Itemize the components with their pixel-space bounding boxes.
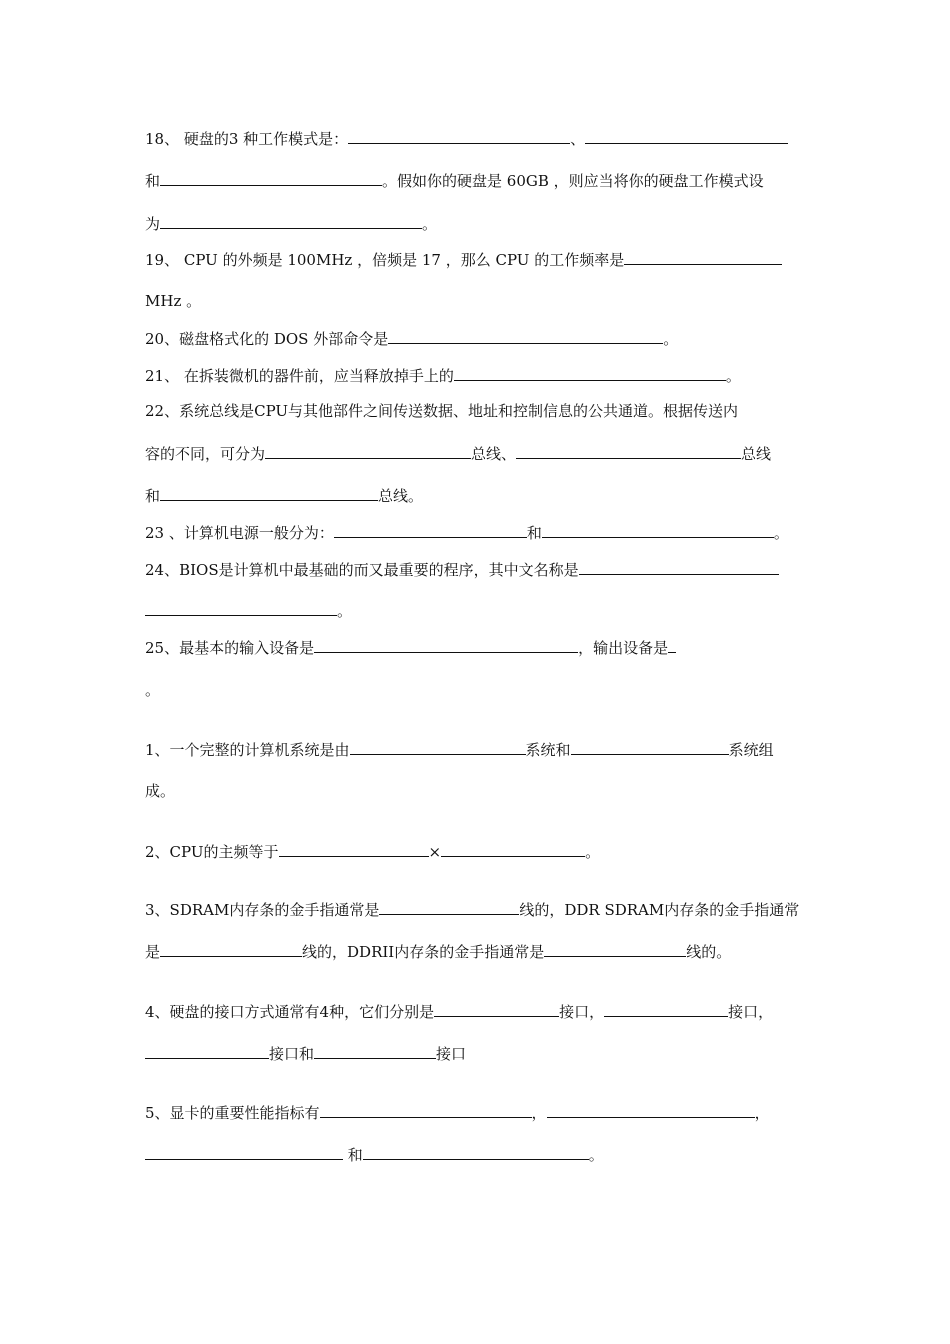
p3-blank-1[interactable] — [379, 899, 519, 915]
q18-blank-1[interactable] — [348, 128, 570, 144]
q25-text-a: 25、最基本的输入设备是 — [145, 639, 315, 657]
p1-text-c: 系统组 — [728, 741, 774, 759]
q22-line3 — [145, 485, 423, 506]
p5-blank-1[interactable] — [320, 1102, 532, 1118]
p1-text-d: 成。 — [145, 782, 176, 800]
p3-blank-3[interactable] — [544, 941, 686, 957]
q21-text-a: 21、 在拆装微机的器件前，应当释放掉手上的 — [145, 367, 454, 385]
q22-line2 — [145, 443, 771, 464]
q18-line2 — [145, 170, 764, 191]
q18-line3 — [145, 213, 437, 234]
p4-text-c: 接口， — [728, 1003, 774, 1021]
p1-text-b: 系统和 — [525, 741, 571, 759]
q18-text-d: 。假如你的硬盘是 60GB ，则应当将你的硬盘工作模式设 — [382, 172, 764, 190]
q22-text-a: 22、系统总线是CPU与其他部件之间传送数据、地址和控制信息的公共通道。根据传送内 — [145, 402, 739, 420]
q18-text-c: 和 — [145, 172, 161, 190]
p5-text-a: 5、显卡的重要性能指标有 — [145, 1104, 320, 1122]
p5-blank-2[interactable] — [547, 1102, 755, 1118]
p2-text-b: × — [428, 843, 442, 861]
p3-line1 — [145, 899, 799, 920]
q24-text-b: 。 — [337, 602, 353, 620]
q22-text-f: 总线。 — [378, 487, 424, 505]
q20-blank-1[interactable] — [388, 328, 663, 344]
q20-text-b: 。 — [663, 330, 679, 348]
q23-text-b: 和 — [526, 524, 542, 542]
q22-text-b: 容的不同，可分为 — [145, 445, 266, 463]
q19-line1 — [145, 249, 782, 270]
p3-text-c: 是 — [145, 943, 161, 961]
q25-blank-1[interactable] — [314, 637, 578, 653]
q22-text-d: 总线 — [741, 445, 772, 463]
p5-line2 — [145, 1144, 604, 1165]
q20-line — [145, 328, 678, 349]
p5-blank-4[interactable] — [363, 1144, 589, 1160]
q18-text-a: 18、 硬盘的3 种工作模式是： — [145, 130, 349, 148]
p4-text-e: 接口 — [436, 1045, 467, 1063]
q19-text-b: MHz 。 — [145, 292, 202, 310]
p5-line1 — [145, 1102, 770, 1123]
p4-text-a: 4、硬盘的接口方式通常有4种，它们分别是 — [145, 1003, 435, 1021]
q20-text-a: 20、磁盘格式化的 DOS 外部命令是 — [145, 330, 389, 348]
p3-line2 — [145, 941, 731, 962]
q22-line1 — [145, 401, 738, 421]
q25-text-b: ，输出设备是 — [578, 639, 669, 657]
p3-text-b: 线的，DDR SDRAM内存条的金手指通常 — [519, 901, 800, 919]
p4-text-d: 接口和 — [269, 1045, 315, 1063]
q18-blank-2[interactable] — [585, 128, 788, 144]
q23-blank-2[interactable] — [542, 522, 774, 538]
p1-line1 — [145, 739, 774, 760]
q22-text-e: 和 — [145, 487, 161, 505]
p4-text-b: 接口， — [559, 1003, 605, 1021]
q22-blank-1[interactable] — [265, 443, 471, 459]
p3-blank-2[interactable] — [160, 941, 302, 957]
p2-text-a: 2、CPU的主频等于 — [145, 843, 279, 861]
q23-line — [145, 522, 789, 543]
q22-blank-3[interactable] — [160, 485, 378, 501]
q24-line1 — [145, 559, 779, 580]
q18-text-b: 、 — [570, 130, 586, 148]
q25-line1 — [145, 637, 676, 658]
p3-text-a: 3、SDRAM内存条的金手指通常是 — [145, 901, 380, 919]
p5-blank-3[interactable] — [145, 1144, 343, 1160]
q19-line2 — [145, 291, 201, 311]
q24-text-a: 24、BIOS是计算机中最基础的而又最重要的程序，其中文名称是 — [145, 561, 579, 579]
q22-text-c: 总线、 — [471, 445, 517, 463]
q23-text-a: 23 、计算机电源一般分为： — [145, 524, 334, 542]
q18-line1 — [145, 128, 788, 149]
q18-blank-3[interactable] — [160, 170, 382, 186]
p5-text-d: 和 — [343, 1146, 363, 1164]
q19-blank-1[interactable] — [624, 249, 782, 265]
p4-blank-1[interactable] — [434, 1001, 559, 1017]
p4-line2 — [145, 1043, 466, 1064]
q18-text-e: 为 — [145, 215, 161, 233]
p1-blank-1[interactable] — [350, 739, 526, 755]
p4-blank-2[interactable] — [604, 1001, 728, 1017]
q22-blank-2[interactable] — [516, 443, 741, 459]
q21-text-b: 。 — [725, 367, 741, 385]
q18-blank-4[interactable] — [160, 213, 422, 229]
p2-line — [145, 841, 600, 862]
q23-blank-1[interactable] — [334, 522, 527, 538]
p4-blank-3[interactable] — [145, 1043, 269, 1059]
q24-blank-1[interactable] — [579, 559, 779, 575]
q24-blank-2[interactable] — [145, 600, 337, 616]
q23-text-c: 。 — [773, 524, 789, 542]
q19-text-a: 19、 CPU 的外频是 100MHz ，倍频是 17 ，那么 CPU 的工作频率是 — [145, 251, 625, 269]
q21-blank-1[interactable] — [454, 365, 726, 381]
p4-line1 — [145, 1001, 773, 1022]
q25-blank-2[interactable] — [668, 637, 676, 653]
p2-blank-2[interactable] — [441, 841, 585, 857]
p1-blank-2[interactable] — [571, 739, 729, 755]
p2-blank-1[interactable] — [279, 841, 429, 857]
p3-text-d: 线的，DDRII内存条的金手指通常是 — [302, 943, 545, 961]
p1-text-a: 1、一个完整的计算机系统是由 — [145, 741, 350, 759]
q18-text-f: 。 — [422, 215, 438, 233]
p2-text-c: 。 — [585, 843, 601, 861]
q25-text-c: 。 — [145, 681, 161, 699]
p1-line2 — [145, 781, 175, 801]
q24-line2 — [145, 600, 352, 621]
q21-line — [145, 365, 741, 386]
p4-blank-4[interactable] — [314, 1043, 436, 1059]
p3-text-e: 线的。 — [686, 943, 732, 961]
p5-text-e: 。 — [588, 1146, 604, 1164]
p5-text-b: ， — [531, 1104, 547, 1122]
p5-text-c: ， — [754, 1104, 770, 1122]
q25-line2 — [145, 680, 160, 700]
